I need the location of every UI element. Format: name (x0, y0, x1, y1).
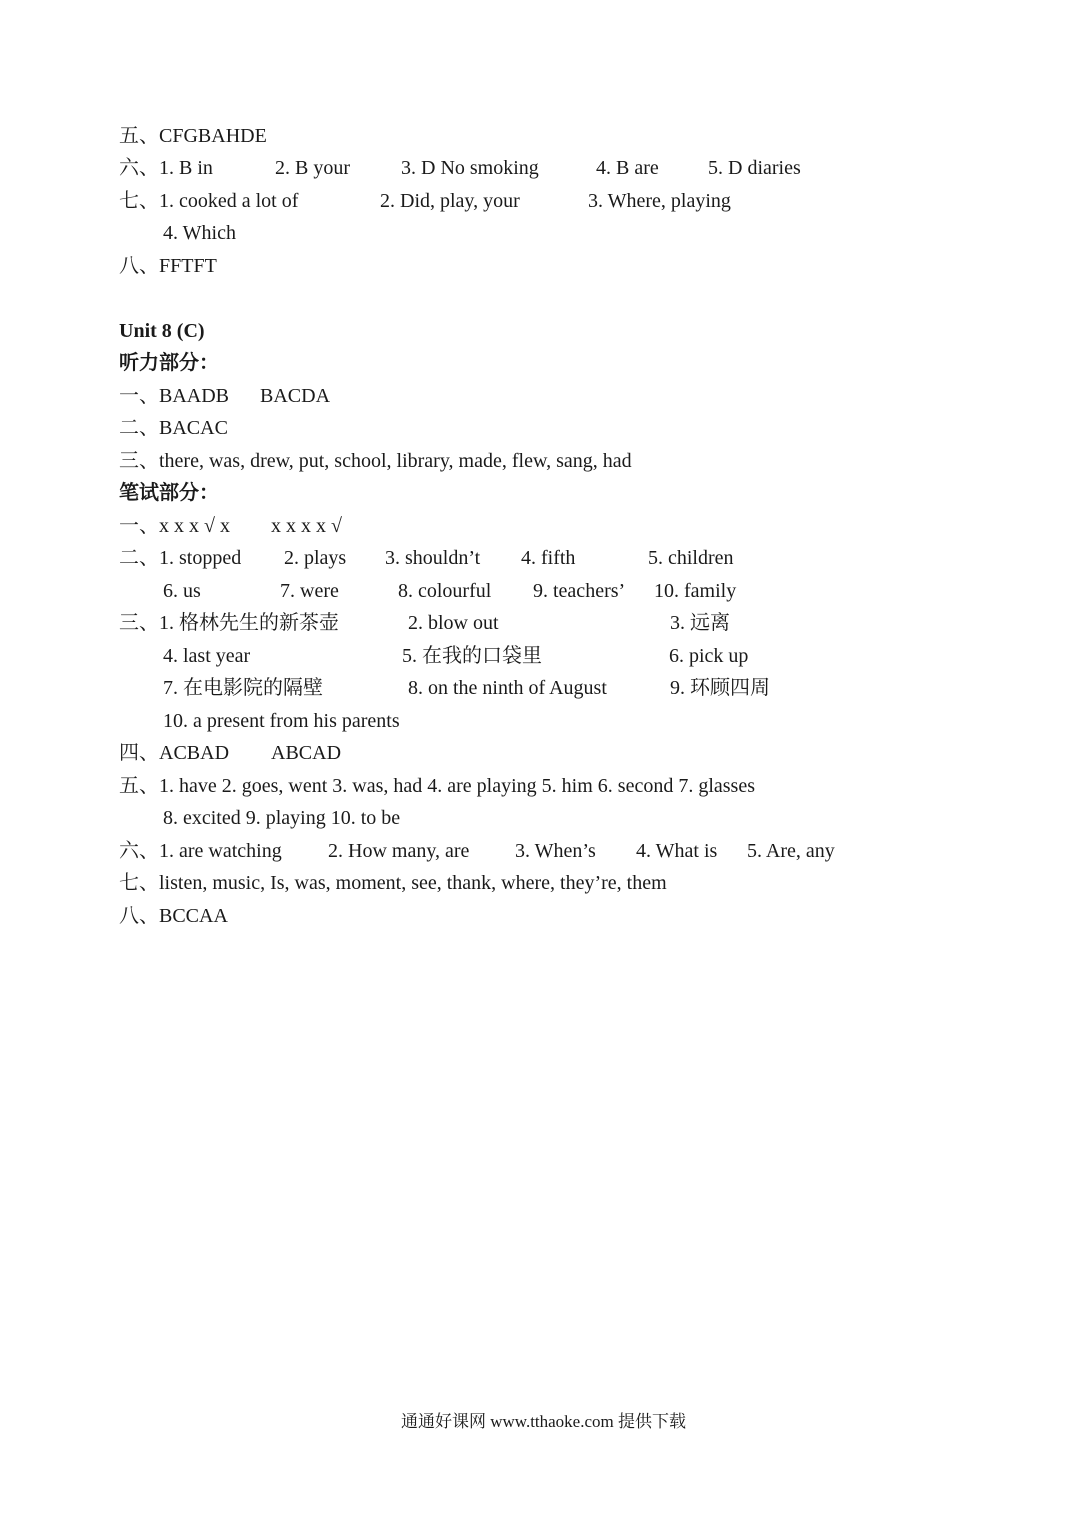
answer-item: 四、ACBAD (119, 742, 230, 764)
answer-item: 六、1. are watching (119, 840, 282, 862)
written-line-3a (119, 609, 879, 637)
written-line-5a: 五、1. have 2. goes, went 3. was, had 4. are playing 5. him 6. second 7. glasses (119, 775, 755, 797)
written-line-1 (119, 512, 519, 540)
answer-item: 8. colourful (398, 580, 492, 602)
answer-line-liu (119, 154, 879, 182)
answer-item: 6. pick up (669, 645, 749, 667)
answer-line-wu: 五、CFGBAHDE (119, 125, 267, 147)
written-heading: 笔试部分： (119, 482, 219, 504)
answer-item: 10. family (654, 580, 737, 602)
answer-item: 5. children (648, 547, 734, 569)
written-line-3d: 10. a present from his parents (163, 710, 400, 732)
written-line-5b: 8. excited 9. playing 10. to be (163, 807, 401, 829)
answer-item: 一、x x x √ x (119, 515, 230, 537)
answer-item: 5. Are, any (747, 840, 835, 862)
listening-line-1 (119, 382, 519, 410)
answer-item: 5. D diaries (708, 157, 801, 179)
answer-item: 二、1. stopped (119, 547, 242, 569)
answer-item: 七、1. cooked a lot of (119, 190, 299, 212)
answer-item: 2. blow out (408, 612, 499, 634)
answer-item: 4. fifth (521, 547, 576, 569)
written-line-4 (119, 739, 519, 767)
answer-item: 5. 在我的口袋里 (402, 645, 542, 667)
answer-item: 3. Where, playing (588, 190, 731, 212)
unit-title: Unit 8 (C) (119, 320, 205, 342)
answer-item: 3. When’s (515, 840, 596, 862)
footer-text: 通通好课网 www.tthaoke.com 提供下载 (400, 1412, 687, 1431)
answer-item: 4. What is (636, 840, 718, 862)
written-line-7: 七、listen, music, Is, was, moment, see, thank, where, they’re, them (119, 872, 667, 894)
answer-item: 8. on the ninth of August (408, 677, 607, 699)
written-line-6 (119, 837, 879, 865)
answer-item: 4. B are (596, 157, 659, 179)
written-line-2a (119, 544, 879, 572)
listening-line-2: 二、BACAC (119, 417, 228, 439)
answer-item: 3. shouldn’t (385, 547, 481, 569)
answer-item: 6. us (163, 580, 201, 602)
answer-item: 9. teachers’ (533, 580, 626, 602)
answer-item: 3. D No smoking (401, 157, 539, 179)
answer-item: ABCAD (271, 742, 342, 764)
answer-item: 4. last year (163, 645, 251, 667)
written-line-2b (163, 577, 879, 605)
written-line-3c (163, 674, 879, 702)
answer-item: 2. Did, play, your (380, 190, 520, 212)
answer-item: x x x x √ (271, 515, 342, 537)
answer-line-qi (119, 187, 879, 215)
answer-item: 2. How many, are (328, 840, 470, 862)
answer-line-qi-cont: 4. Which (163, 222, 236, 244)
answer-item: 7. were (280, 580, 339, 602)
answer-item: 2. plays (284, 547, 347, 569)
answer-item: BACDA (260, 385, 331, 407)
answer-item: 一、BAADB (119, 385, 230, 407)
answer-item: 2. B your (275, 157, 350, 179)
answer-item: 9. 环顾四周 (670, 677, 770, 699)
answer-item: 3. 远离 (670, 612, 730, 634)
written-line-3b (163, 642, 879, 670)
answer-line-ba: 八、FFTFT (119, 255, 217, 277)
listening-line-3: 三、there, was, drew, put, school, library, made, flew, sang, had (119, 450, 632, 472)
written-line-8: 八、BCCAA (119, 905, 228, 927)
answer-item: 7. 在电影院的隔壁 (163, 677, 323, 699)
listening-heading: 听力部分： (119, 352, 219, 374)
answer-item: 六、1. B in (119, 157, 213, 179)
answer-item: 三、1. 格林先生的新茶壶 (119, 612, 339, 634)
